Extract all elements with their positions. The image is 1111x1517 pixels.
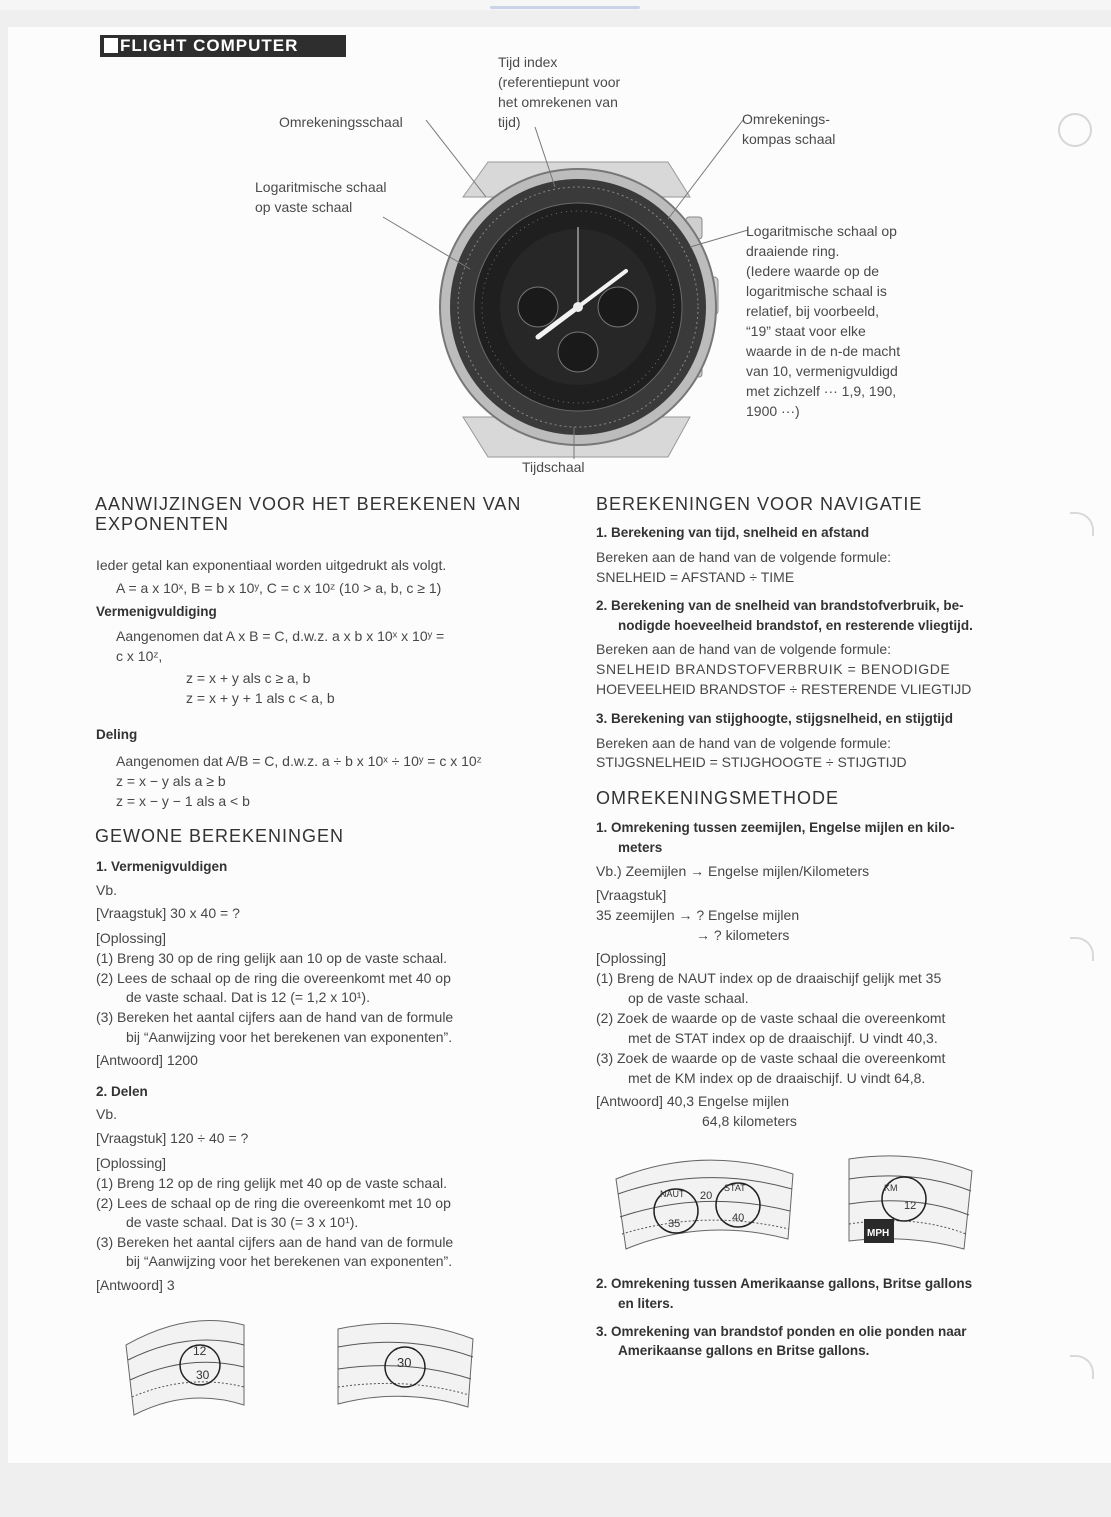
div-line: z = x − y − 1 als a < b (116, 793, 250, 809)
om-3-heading: 3. Omrekening van brandstof ponden en olie ponden naar (596, 1324, 967, 1339)
om-line: (2) Zoek de waarde op de vaste schaal die overeenkomt (596, 1010, 946, 1026)
exponent-heading: AANWIJZINGEN VOOR HET BEREKENEN VAN EXPONENTEN (95, 494, 522, 534)
om-2-heading-cont: en liters. (618, 1296, 674, 1311)
answer-line: [Antwoord] 1200 (96, 1052, 198, 1068)
step-line: (1) Breng 30 op de ring gelijk aan 10 op de vaste schaal. (96, 950, 448, 966)
label-omrekenings-kompas: Omrekenings- kompas schaal (742, 111, 836, 147)
step-line: (3) Bereken het aantal cijfers aan de hand van de formule (96, 1234, 454, 1250)
om-line: op de vaste schaal. (628, 990, 749, 1006)
nav-3-line: Bereken aan de hand van de volgende formule: (596, 735, 891, 751)
step-line: [Vraagstuk] 120 ÷ 40 = ? (96, 1130, 249, 1146)
om-line: met de KM index op de draaischijf. U vindt 64,8. (628, 1070, 926, 1086)
div-heading: Deling (96, 727, 138, 742)
om-line: (1) Breng de NAUT index op de draaischijf gelijk met 35 (596, 970, 942, 986)
mult-line: Aangenomen dat A x B = C, d.w.z. a x b x 10ˣ x 10ʸ = (116, 628, 445, 644)
step-line: (3) Bereken het aantal cijfers aan de hand van de formule (96, 1009, 454, 1025)
scroll-indicator (490, 6, 640, 9)
step-line: (2) Lees de schaal op de ring die overeenkomt met 10 op (96, 1195, 451, 1211)
nav-1-line: SNELHEID = AFSTAND ÷ TIME (596, 569, 795, 585)
om-answer: 64,8 kilometers (702, 1113, 797, 1129)
om-line: (3) Zoek de waarde op de vaste schaal die overeenkomt (596, 1050, 946, 1066)
om-line: met de STAT index op de draaischijf. U vindt 40,3. (628, 1030, 938, 1046)
dial-label-30: 30 (397, 1355, 412, 1370)
om-line: [Vraagstuk] (596, 887, 667, 903)
label-omrekeningsschaal: Omrekeningsschaal (279, 114, 403, 130)
navigation-heading: BEREKENINGEN VOOR NAVIGATIE (596, 494, 923, 514)
om-line: Vb.) Zeemijlen → Engelse mijlen/Kilometers (596, 863, 870, 879)
om-line: [Oplossing] (596, 950, 667, 966)
top-bar (0, 0, 1111, 10)
label-tijd-index: Tijd index (referentiepunt voor het omrekenen van tijd) (498, 54, 621, 130)
dial-label-30: 30 (196, 1368, 210, 1382)
nav-1-line: Bereken aan de hand van de volgende formule: (596, 549, 891, 565)
divide-heading: 2. Delen (96, 1084, 148, 1099)
dial-diagram-multiply (118, 1305, 258, 1425)
om-1-heading-cont: meters (618, 840, 663, 855)
om-line: 35 zeemijlen → ? Engelse mijlen (596, 907, 800, 923)
nav-2-line: Bereken aan de hand van de volgende formule: (596, 641, 891, 657)
step-line: [Oplossing] (96, 930, 167, 946)
om-2-heading: 2. Omrekening tussen Amerikaanse gallons, Britse gallons (596, 1276, 973, 1291)
document-page (8, 27, 1111, 1463)
answer-line: [Antwoord] 3 (96, 1277, 175, 1293)
mult-heading: Vermenigvuldiging (96, 604, 217, 619)
label-log-ring: Logaritmische schaal op draaiende ring. (Iedere waarde op de logaritmische schaal is relatief, bij voorbeeld, “19” staat voor elke waarde in de n-de macht van 10, vermenigvuldigd met zichzelf ··· 1,9, 190, 1900 ···) (746, 223, 901, 419)
omrekening-heading: OMREKENINGSMETHODE (596, 788, 840, 808)
step-line: Vb. (96, 1106, 118, 1122)
exponent-formula: A = a x 10ˣ, B = b x 10ʸ, C = c x 10ᶻ (10 > a, b, c ≥ 1) (116, 580, 442, 596)
dial-label-20: 20 (700, 1190, 713, 1202)
exponent-intro: Ieder getal kan exponentiaal worden uitgedrukt als volgt. (96, 557, 447, 573)
dial-diagram-km (844, 1149, 979, 1259)
nav-3-heading: 3. Berekening van stijghoogte, stijgsnelheid, en stijgtijd (596, 711, 954, 726)
dial-label-35: 35 (668, 1218, 681, 1230)
dial-diagram-divide (333, 1309, 483, 1419)
nav-1-heading: 1. Berekening van tijd, snelheid en afstand (596, 525, 870, 540)
page-edge-mark (1070, 937, 1094, 961)
page-edge-mark (1070, 1355, 1094, 1379)
om-answer: [Antwoord] 40,3 Engelse mijlen (596, 1093, 789, 1109)
step-line: (2) Lees de schaal op de ring die overeenkomt met 40 op (96, 970, 451, 986)
dial-label-12: 12 (193, 1344, 207, 1358)
binder-hole (1058, 113, 1092, 147)
step-line: bij “Aanwijzing voor het berekenen van exponenten”. (126, 1253, 453, 1269)
mult-line: z = x + y + 1 als c < a, b (186, 690, 335, 706)
div-line: Aangenomen dat A/B = C, d.w.z. a ÷ b x 10ˣ ÷ 10ʸ = c x 10ᶻ (116, 753, 482, 769)
nav-3-line: STIJGSNELHEID = STIJGHOOGTE ÷ STIJGTIJD (596, 754, 907, 770)
div-line: z = x − y als a ≥ b (116, 773, 226, 789)
dial-diagram-naut (608, 1149, 798, 1259)
step-line: Vb. (96, 882, 118, 898)
gewone-heading: GEWONE BEREKENINGEN (95, 826, 345, 846)
step-line: de vaste schaal. Dat is 12 (= 1,2 x 10¹). (126, 989, 370, 1005)
step-line: (1) Breng 12 op de ring gelijk met 40 op de vaste schaal. (96, 1175, 447, 1191)
om-3-heading-cont: Amerikaanse gallons en Britse gallons. (618, 1343, 870, 1358)
nav-2-heading: 2. Berekening van de snelheid van brandstofverbruik, be- (596, 598, 964, 613)
om-1-heading: 1. Omrekening tussen zeemijlen, Engelse mijlen en kilo- (596, 820, 955, 835)
mph-label: MPH (867, 1228, 890, 1239)
mult-line: c x 10ᶻ, (116, 648, 163, 664)
step-line: de vaste schaal. Dat is 30 (= 3 x 10¹). (126, 1214, 359, 1230)
km-label: KM (884, 1183, 898, 1193)
stat-label: STAT (724, 1183, 746, 1193)
multiply-heading: 1. Vermenigvuldigen (96, 859, 228, 874)
nav-2-heading-cont: nodigde hoeveelheid brandstof, en resterende vliegtijd. (618, 618, 973, 633)
label-log-vaste: Logaritmische schaal op vaste schaal (255, 179, 387, 215)
section-badge: FLIGHT COMPUTER (100, 35, 346, 57)
page-edge-mark (1070, 512, 1094, 536)
nav-2-line: HOEVEELHEID BRANDSTOF ÷ RESTERENDE VLIEGTIJD (596, 681, 972, 697)
naut-label: NAUT (660, 1189, 685, 1199)
step-line: [Vraagstuk] 30 x 40 = ? (96, 905, 240, 921)
mult-line: z = x + y als c ≥ a, b (186, 670, 311, 686)
step-line: bij “Aanwijzing voor het berekenen van exponenten”. (126, 1029, 453, 1045)
om-line: → ? kilometers (696, 927, 790, 943)
step-line: [Oplossing] (96, 1155, 167, 1171)
dial-label-12: 12 (904, 1200, 917, 1212)
dial-label-40: 40 (732, 1212, 745, 1224)
nav-2-line: SNELHEID BRANDSTOFVERBRUIK = BENODIGDE (596, 661, 951, 677)
label-tijdschaal: Tijdschaal (522, 459, 585, 475)
